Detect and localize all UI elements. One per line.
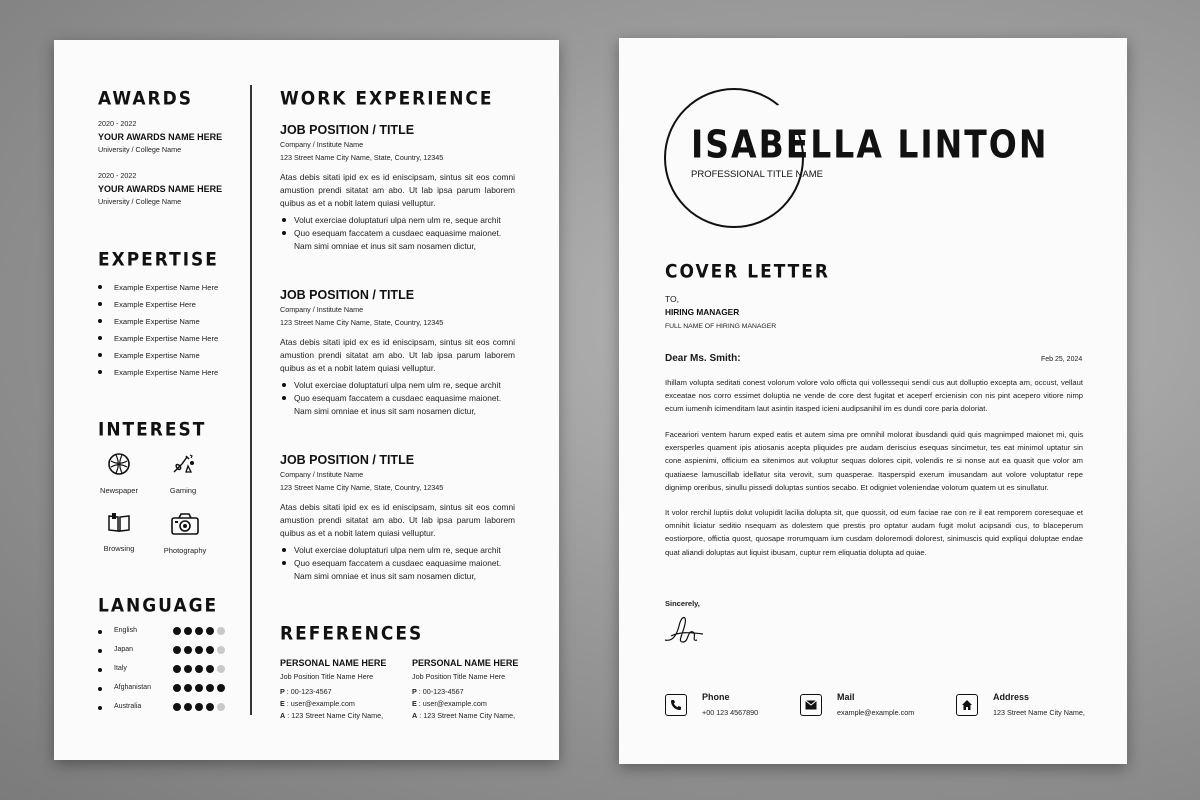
job-bullets xyxy=(280,214,515,253)
language-level xyxy=(173,665,225,673)
contact-value: +00 123 4567890 xyxy=(702,708,759,717)
level-dot xyxy=(173,665,181,673)
job-address: 123 Street Name City Name, State, Country, 12345 xyxy=(280,483,444,492)
interest-label: Browsing xyxy=(103,544,135,553)
job-bullet: Volut exerciae doluptaturi ulpa nem ulm re, seque archit xyxy=(280,214,515,227)
interest-item xyxy=(89,512,149,556)
newspaper-icon xyxy=(107,452,131,476)
expertise-item: Example Expertise Name Here xyxy=(98,367,218,384)
recipient-role: HIRING MANAGER xyxy=(665,307,740,317)
bullet xyxy=(98,668,102,672)
level-dot xyxy=(184,665,192,673)
language-level xyxy=(173,703,225,711)
level-dot xyxy=(195,646,203,654)
award-item xyxy=(98,119,222,154)
references-heading: REFERENCES xyxy=(280,623,424,645)
level-dot xyxy=(173,703,181,711)
language-name: Italy xyxy=(114,665,127,672)
bullet xyxy=(98,706,102,710)
mail-icon xyxy=(800,694,822,716)
gaming-icon xyxy=(170,452,196,476)
level-dot xyxy=(195,684,203,692)
award-years: 2020 - 2022 xyxy=(98,119,137,128)
column-divider xyxy=(250,85,252,715)
cover-letter-page xyxy=(619,38,1127,764)
job-bullet: Volut exerciae doluptaturi ulpa nem ulm re, seque archit xyxy=(280,544,515,557)
award-school: University / College Name xyxy=(98,145,182,154)
language-name: Japan xyxy=(114,646,134,653)
job-title: JOB POSITION / TITLE xyxy=(280,123,415,137)
recipient-name: FULL NAME OF HIRING MANAGER xyxy=(665,323,777,330)
awards-heading: AWARDS xyxy=(98,88,193,110)
expertise-item: Example Expertise Here xyxy=(98,299,218,316)
job-bullets xyxy=(280,544,515,583)
bullet xyxy=(98,630,102,634)
letter-paragraph: Ihillam volupta seditati conest volorum volore volo officta qui vollessequi sendi cus aut dolluptio excepta am, occust, vellaut exceatae nos corro essimet doluptia ne vende de core dest fugitat et aceperf ercienisin con nis pint acepero vitiore nimp ecum iumenih icimenditam laut asintin itasped icieni audipsanihil im es dundi core paria doloriat. xyxy=(665,378,1083,414)
level-dot xyxy=(184,703,192,711)
reference-item xyxy=(412,658,537,720)
language-row xyxy=(98,665,228,677)
reference-position: Job Position Title Name Here xyxy=(280,672,374,681)
professional-title: PROFESSIONAL TITLE NAME xyxy=(691,169,823,180)
language-level xyxy=(173,684,225,692)
home-icon xyxy=(956,694,978,716)
award-school: University / College Name xyxy=(98,197,182,206)
job-title: JOB POSITION / TITLE xyxy=(280,453,415,467)
level-dot xyxy=(217,703,225,711)
level-dot xyxy=(206,627,214,635)
work-experience-heading: WORK EXPERIENCE xyxy=(280,88,494,110)
level-dot xyxy=(173,646,181,654)
language-row xyxy=(98,646,228,658)
job-bullets xyxy=(280,379,515,418)
reference-address: A : 123 Street Name City Name, xyxy=(280,711,384,720)
job-entry xyxy=(280,123,515,253)
level-dot xyxy=(217,665,225,673)
job-description: Atas debis sitati ipid ex es id eniscipsam, sintus sit eos comni amustion prendi sitatat am abo. Ut lab ipsa parum laborem quibus as et a nobit latem quiasi velluptur. xyxy=(280,172,515,208)
job-address: 123 Street Name City Name, State, Country, 12345 xyxy=(280,318,444,327)
interest-item xyxy=(153,452,213,498)
bullet xyxy=(98,687,102,691)
interest-label: Newspaper xyxy=(100,486,138,495)
job-title: JOB POSITION / TITLE xyxy=(280,288,415,302)
letter-date: Feb 25, 2024 xyxy=(1041,356,1083,363)
award-name: YOUR AWARDS NAME HERE xyxy=(98,132,223,142)
contact-value: 123 Street Name City Name, xyxy=(993,708,1085,717)
contact-value: example@example.com xyxy=(837,708,915,717)
language-heading: LANGUAGE xyxy=(98,595,219,617)
language-row xyxy=(98,684,228,696)
award-years: 2020 - 2022 xyxy=(98,171,137,180)
signature-image xyxy=(663,612,709,648)
language-row xyxy=(98,627,228,639)
level-dot xyxy=(195,703,203,711)
language-row xyxy=(98,703,228,715)
reference-name: PERSONAL NAME HERE xyxy=(412,658,519,668)
job-description: Atas debis sitati ipid ex es id eniscipsam, sintus sit eos comni amustion prendi sitatat am abo. Ut lab ipsa parum laborem quibus as et a nobit latem quiasi velluptur. xyxy=(280,502,515,538)
level-dot xyxy=(217,684,225,692)
interest-heading: INTEREST xyxy=(98,419,207,441)
language-name: English xyxy=(114,627,137,634)
contact-label: Mail xyxy=(837,692,855,702)
closing: Sincerely, xyxy=(665,599,700,608)
level-dot xyxy=(184,646,192,654)
level-dot xyxy=(217,646,225,654)
interest-label: Photography xyxy=(163,546,207,555)
expertise-list xyxy=(98,282,218,384)
job-entry xyxy=(280,453,515,583)
reference-email: E : user@example.com xyxy=(412,699,487,708)
award-item xyxy=(98,171,222,206)
language-level xyxy=(173,627,225,635)
salutation: Dear Ms. Smith: xyxy=(665,353,741,364)
level-dot xyxy=(195,627,203,635)
letter-paragraph: Faceariori ventem harum exped eatis et autem sima pre omnihil molorat ibusdandi quid quis magnimped maionet mi, quis exersperles quament ipis atiosanis acepta pliquides pre audam deriscius esequas sincimetur, tes eat minimol uptatur sin cone aspienimi, officium ea sitenimos aut voluptur sequas dolores cipit, volendis re si nonse aut ea quasit que volor am quatiaese lamuscillab idellatur sita verovit, sum quasperae. Itasperspid exerum imusandam aut volore voluptatur repe dignimp oreribus, sinullu pissedi doluptas suntios secabo. Et odigniet voleniendae volorum quatem ut es sinullatur. xyxy=(665,430,1083,492)
language-level xyxy=(173,646,225,654)
camera-icon xyxy=(170,512,200,536)
job-company: Company / Institute Name xyxy=(280,140,364,149)
contact-label: Address xyxy=(993,692,1030,702)
browsing-icon xyxy=(107,512,131,534)
reference-phone: P : 00-123-4567 xyxy=(412,687,464,696)
expertise-item: Example Expertise Name xyxy=(98,316,218,333)
job-address: 123 Street Name City Name, State, Country, 12345 xyxy=(280,153,444,162)
candidate-name: ISABELLA LINTON xyxy=(691,122,1049,167)
expertise-item: Example Expertise Name Here xyxy=(98,333,218,350)
job-company: Company / Institute Name xyxy=(280,305,364,314)
job-bullet: Quo esequam faccatem a cusdaec eaquasime maionet. Nam simi omniae et inus sit sam nosamen dictur, xyxy=(280,227,515,253)
level-dot xyxy=(206,665,214,673)
level-dot xyxy=(173,684,181,692)
level-dot xyxy=(184,627,192,635)
expertise-item: Example Expertise Name Here xyxy=(98,282,218,299)
job-bullet: Quo esequam faccatem a cusdaec eaquasime maionet. Nam simi omniae et inus sit sam nosamen dictur, xyxy=(280,392,515,418)
reference-item xyxy=(280,658,405,720)
language-name: Afghanistan xyxy=(114,684,151,691)
phone-icon xyxy=(665,694,687,716)
level-dot xyxy=(206,703,214,711)
job-entry xyxy=(280,288,515,418)
expertise-heading: EXPERTISE xyxy=(98,249,219,271)
reference-name: PERSONAL NAME HERE xyxy=(280,658,387,668)
job-company: Company / Institute Name xyxy=(280,470,364,479)
level-dot xyxy=(206,646,214,654)
expertise-item: Example Expertise Name xyxy=(98,350,218,367)
level-dot xyxy=(173,627,181,635)
interest-item xyxy=(89,452,149,498)
interest-label: Gaming xyxy=(169,486,197,495)
language-name: Australia xyxy=(114,703,142,710)
contact-label: Phone xyxy=(702,692,730,702)
level-dot xyxy=(195,665,203,673)
reference-position: Job Position Title Name Here xyxy=(412,672,506,681)
job-bullet: Volut exerciae doluptaturi ulpa nem ulm re, seque archit xyxy=(280,379,515,392)
reference-phone: P : 00-123-4567 xyxy=(280,687,332,696)
job-bullet: Quo esequam faccatem a cusdaec eaquasime maionet. Nam simi omniae et inus sit sam nosamen dictur, xyxy=(280,557,515,583)
interest-item xyxy=(155,512,215,558)
letter-paragraph: It volor rerchil luptiis dolut volupidit lacilia dolupta sit, que quossit, od eum faciae rae con re il eat remporem coresequae et omnihit liciatur seditio nsequam as dolestem que prestis pro optatur audam fugit molut acipsandi cus, to blaceperum eostiorpore, offictia quost, quosape rrorumquam ium cusdam doloremodi dolorest, sinimuscis quid expliqui doluptae endae quat aliandi doluptas aut liquist ibusam, cuptur rem eliquatia dolupta ad quiae. xyxy=(665,508,1083,557)
resume-page xyxy=(54,40,559,760)
to-label: TO, xyxy=(665,294,680,304)
bullet xyxy=(98,649,102,653)
cover-letter-heading: COVER LETTER xyxy=(665,261,830,283)
level-dot xyxy=(184,684,192,692)
job-description: Atas debis sitati ipid ex es id eniscipsam, sintus sit eos comni amustion prendi sitatat am abo. Ut lab ipsa parum laborem quibus as et a nobit latem quiasi velluptur. xyxy=(280,337,515,373)
award-name: YOUR AWARDS NAME HERE xyxy=(98,184,223,194)
reference-address: A : 123 Street Name City Name, xyxy=(412,711,516,720)
level-dot xyxy=(217,627,225,635)
reference-email: E : user@example.com xyxy=(280,699,355,708)
level-dot xyxy=(206,684,214,692)
